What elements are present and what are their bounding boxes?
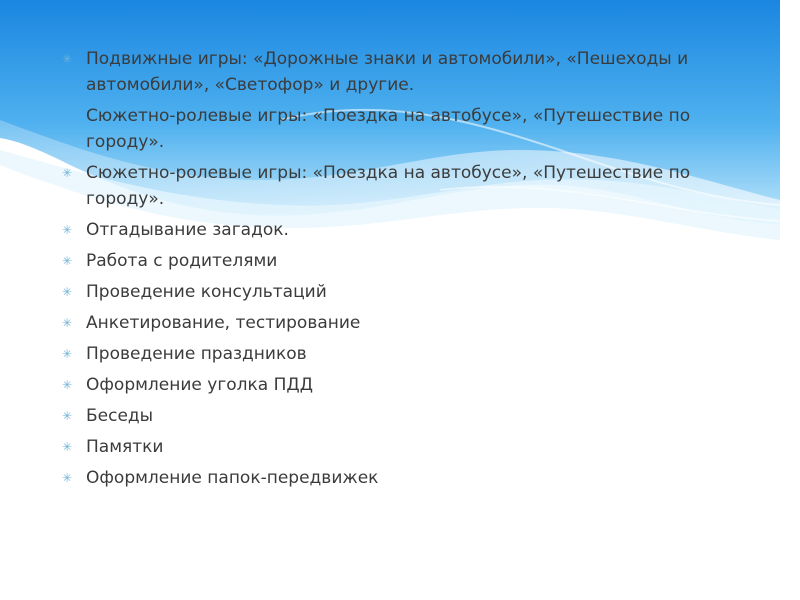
bullet-icon: ✳ [62,52,73,66]
list-item-text: Оформление уголка ПДД [86,375,313,395]
bullet-list [62,46,752,491]
list-item-text: Беседы [86,406,154,426]
list-item [62,341,752,367]
bullet-icon: ✳ [62,285,73,299]
bullet-icon: ✳ [62,347,73,361]
list-item-text: Работа с родителями [86,251,278,271]
list-item-text: Сюжетно-ролевые игры: «Поездка на автобусе», «Путешествие по городу». [86,163,691,209]
bullet-icon: ✳ [62,316,73,330]
list-item [62,160,752,212]
bullet-icon: ✳ [62,440,73,454]
bullet-icon: ✳ [62,378,73,392]
list-item [62,434,752,460]
list-item [62,465,752,491]
list-item [62,403,752,429]
list-item [62,46,752,98]
list-item-text: Оформление папок-передвижек [86,468,379,488]
list-item [62,310,752,336]
list-item [62,279,752,305]
list-item [62,372,752,398]
bullet-icon: ✳ [62,166,73,180]
list-item-text: Анкетирование, тестирование [86,313,361,333]
bullet-icon: ✳ [62,409,73,423]
list-item-text: Проведение праздников [86,344,307,364]
list-item [62,217,752,243]
bullet-icon: ✳ [62,223,73,237]
list-item [62,248,752,274]
list-item-text: Сюжетно-ролевые игры: «Поездка на автобусе», «Путешествие по городу». [86,106,691,152]
list-item-text: Памятки [86,437,164,457]
bullet-icon: ✳ [62,254,73,268]
list-item [62,103,752,155]
list-item-text: Отгадывание загадок. [86,220,289,240]
list-item-text: Проведение консультаций [86,282,327,302]
bullet-list-container [62,46,752,496]
list-item-text: Подвижные игры: «Дорожные знаки и автомобили», «Пешеходы и автомобили», «Светофор» и другие. [86,49,689,95]
bullet-icon: ✳ [62,471,73,485]
